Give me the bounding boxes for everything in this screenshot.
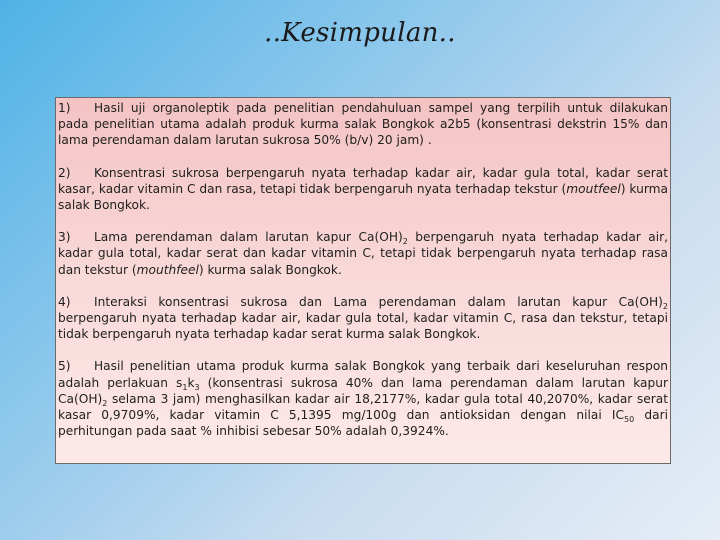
subscript: 2 [662,301,668,311]
subscript: 2 [402,237,408,247]
conclusion-point-5 [58,358,668,439]
point-text: selama 3 jam) menghasilkan kadar air 18,2177%, kadar gula total 40,2070%, kadar serat kasar 0,9709%, kadar vitamin C 5,1395 mg/100g dan antioksidan dengan nilai IC [58,391,668,423]
conclusion-point-4 [58,294,668,343]
point-text: Interaksi konsentrasi sukrosa dan Lama perendaman dalam larutan kapur Ca(OH) [94,294,663,309]
point-number: 1) [58,101,71,115]
point-number: 5) [58,359,71,374]
conclusion-point-2 [58,165,668,214]
point-text: (konsentrasi sukrosa 40% dan lama perendaman dalam larutan kapur Ca(OH) [58,375,668,406]
point-number: 3) [58,230,71,245]
point-text: berpengaruh nyata terhadap kadar air, kadar gula total, kadar serat dan kadar vitamin C, tetapi tidak berpengaruh nyata terhadap rasa dan tekstur ( [58,230,668,277]
subscript: 50 [624,415,635,425]
point-text: Lama perendaman dalam larutan kapur Ca(OH) [94,230,403,245]
point-number: 4) [58,294,71,309]
point-text: dari perhitungan pada saat % inhibisi sebesar 50% adalah 0,3924%. [58,408,668,439]
point-text: ) kurma salak Bongkok. [58,181,668,213]
point-text: Hasil penelitian utama produk kurma salak Bongkok yang terbaik dari keseluruhan respon adalah perlakuan s [58,359,668,390]
point-text: Konsentrasi sukrosa berpengaruh nyata terhadap kadar air, kadar gula total, kadar serat kasar, kadar vitamin C dan rasa, tetapi tidak berpengaruh nyata terhadap tekstur ( [58,165,668,196]
subscript: 1 [182,382,188,392]
point-text: ) kurma salak Bongkok. [198,262,342,277]
point-term: moutfeel [566,181,621,196]
point-text: berpengaruh nyata terhadap kadar air, kadar gula total, kadar vitamin C, rasa dan tekstur, tetapi tidak berpengaruh nyata terhadap kadar serat kurma salak Bongkok. [58,311,668,342]
subscript: 2 [102,398,108,408]
slide-title: ..Kesimpulan.. [264,18,456,48]
conclusion-point-3 [58,229,668,278]
point-term: mouthfeel [136,262,199,277]
conclusion-box [55,97,671,464]
subscript: 3 [194,382,200,392]
point-text: Hasil uji organoleptik pada penelitian pendahuluan sampel yang terpilih untuk dilakukan pada penelitian utama adalah produk kurma salak Bongkok a2b5 (konsentrasi dekstrin 15% dan lama perendaman dalam larutan sukrosa 50% (b/v) 20 jam) . [58,101,668,148]
conclusion-point-1 [58,100,668,149]
point-number: 2) [58,165,71,180]
point-text: k [187,375,195,390]
